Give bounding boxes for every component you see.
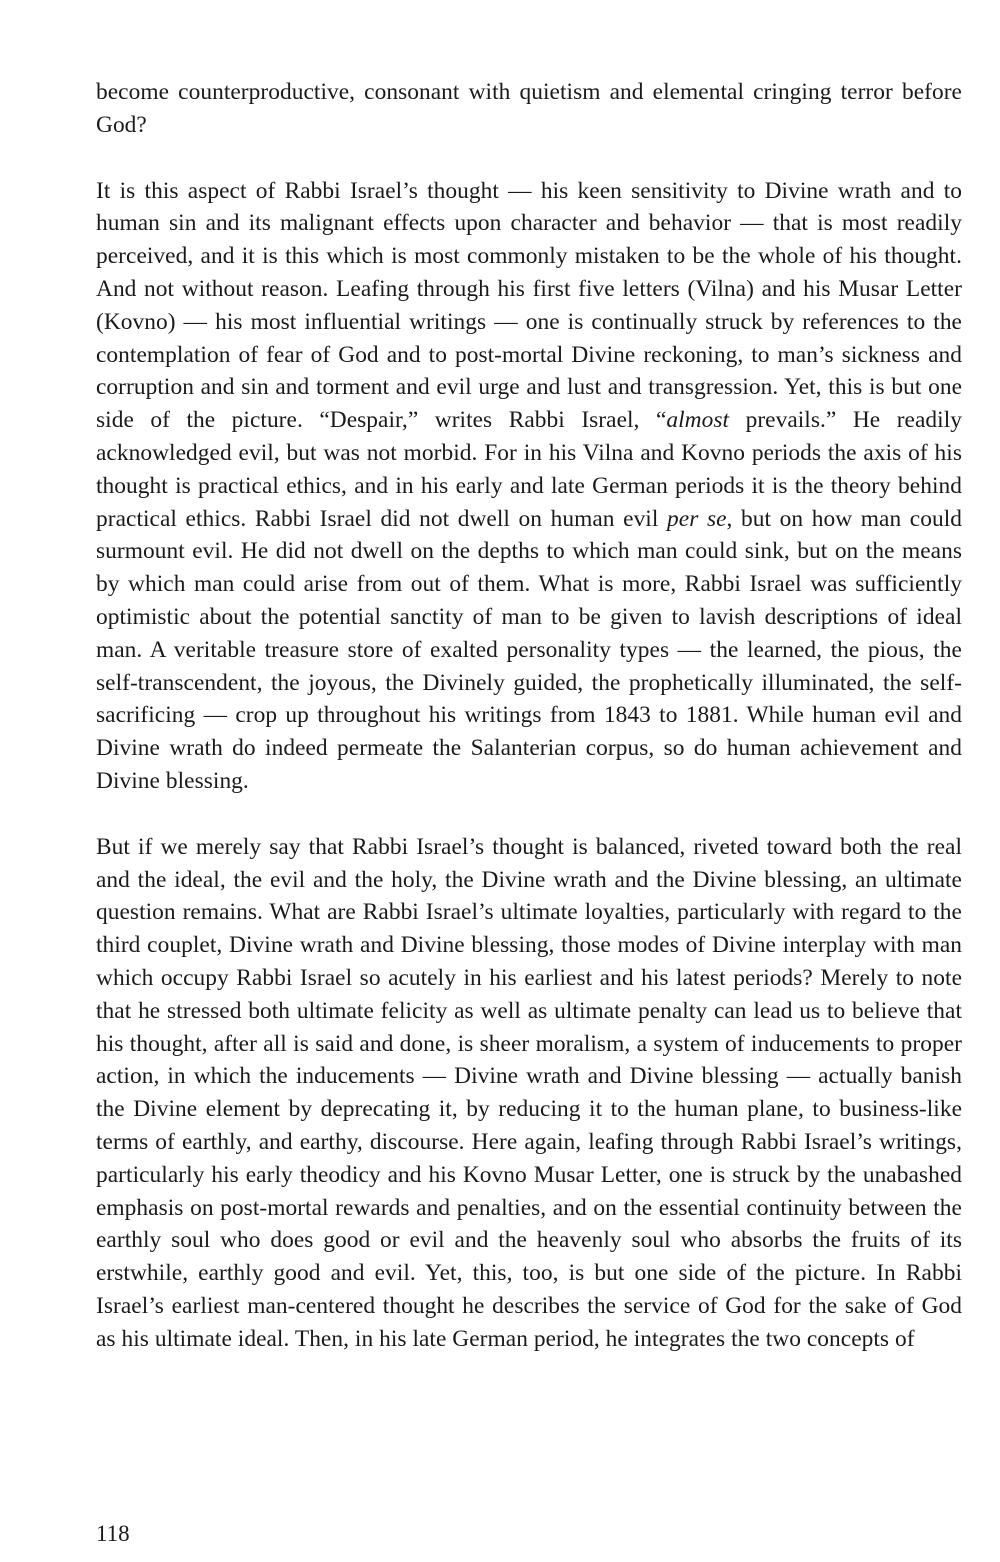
paragraph-2-text-end: , but on how man could surmount evil. He did not dwell on the depths to which man could sink, but on the means by which man could arise from out of them. What is more, Rabbi Israel was sufficiently optimistic about the potential sanctity of man to be given to lavish descriptions of ideal man. A veritable treasure store of exalted personality types — the learned, the pious, the self-transcendent, the joyous, the Divinely guided, the prophetically illuminated, the self-sacrificing — crop up throughout his writings from 1843 to 1881. While human evil and Divine wrath do indeed permeate the Salanterian corpus, so do human achievement and Divine blessing. — [96, 505, 963, 794]
paragraph-2-text-cont: prevails.” He readily acknowledged evil, but was not morbid. For in his Vilna and Kovno periods the axis of his thought is practical ethics, and in his early and late German periods it is the theory behind practical ethics. Rabbi Israel did not dwell on human evil — [96, 407, 962, 532]
paragraph-3 — [96, 831, 962, 1356]
paragraph-2 — [96, 175, 962, 798]
italic-almost: almost — [666, 407, 730, 434]
italic-per-se: per se — [667, 505, 727, 532]
paragraph-1-text: become counterproductive, consonant with quietism and elemental cringing terror before God? — [96, 79, 962, 138]
page-number: 118 — [96, 1521, 130, 1546]
body-text — [96, 76, 962, 1355]
paragraph-1 — [96, 76, 962, 142]
paragraph-2-text: It is this aspect of Rabbi Israel’s thought — his keen sensitivity to Divine wrath and to human sin and its malignant effects upon character and behavior — that is most readily perceived, and it is this which is most commonly mistaken to be the whole of his thought. And not without reason. Leafing through his first five letters (Vilna) and his Musar Letter (Kovno) — his most influential writings — one is continually struck by references to the contemplation of fear of God and to post-mortal Divine reckoning, to man’s sickness and corruption and sin and torment and evil urge and lust and transgression. Yet, this is but one side of the picture. “Despair,” writes Rabbi Israel, “ — [96, 177, 962, 434]
paragraph-3-text: But if we merely say that Rabbi Israel’s thought is balanced, riveted toward both the real and the ideal, the evil and the holy, the Divine wrath and the Divine blessing, an ultimate question remains. What are Rabbi Israel’s ultimate loyalties, particularly with regard to the third couplet, Divine wrath and Divine blessing, those modes of Divine interplay with man which occupy Rabbi Israel so acutely in his earliest and his latest periods? Merely to note that he stressed both ultimate felicity as well as ultimate penalty can lead us to believe that his thought, after all is said and done, is sheer moralism, a system of inducements to proper action, in which the inducements — Divine wrath and Divine blessing — actually banish the Divine element by deprecating it, by reducing it to the human plane, to business-like terms of earthly, and earthy, discourse. Here again, leafing through Rabbi Israel’s writings, particularly his early theodicy and his Kovno Musar Letter, one is struck by the unabashed emphasis on post-mortal rewards and penalties, and on the essential continuity between the earthly soul who does good or evil and the heavenly soul who absorbs the fruits of its erstwhile, earthly good and evil. Yet, this, too, is but one side of the picture. In Rabbi Israel’s earliest man-centered thought he describes the service of God for the sake of God as his ultimate ideal. Then, in his late German period, he integrates the two concepts of — [96, 833, 962, 1352]
